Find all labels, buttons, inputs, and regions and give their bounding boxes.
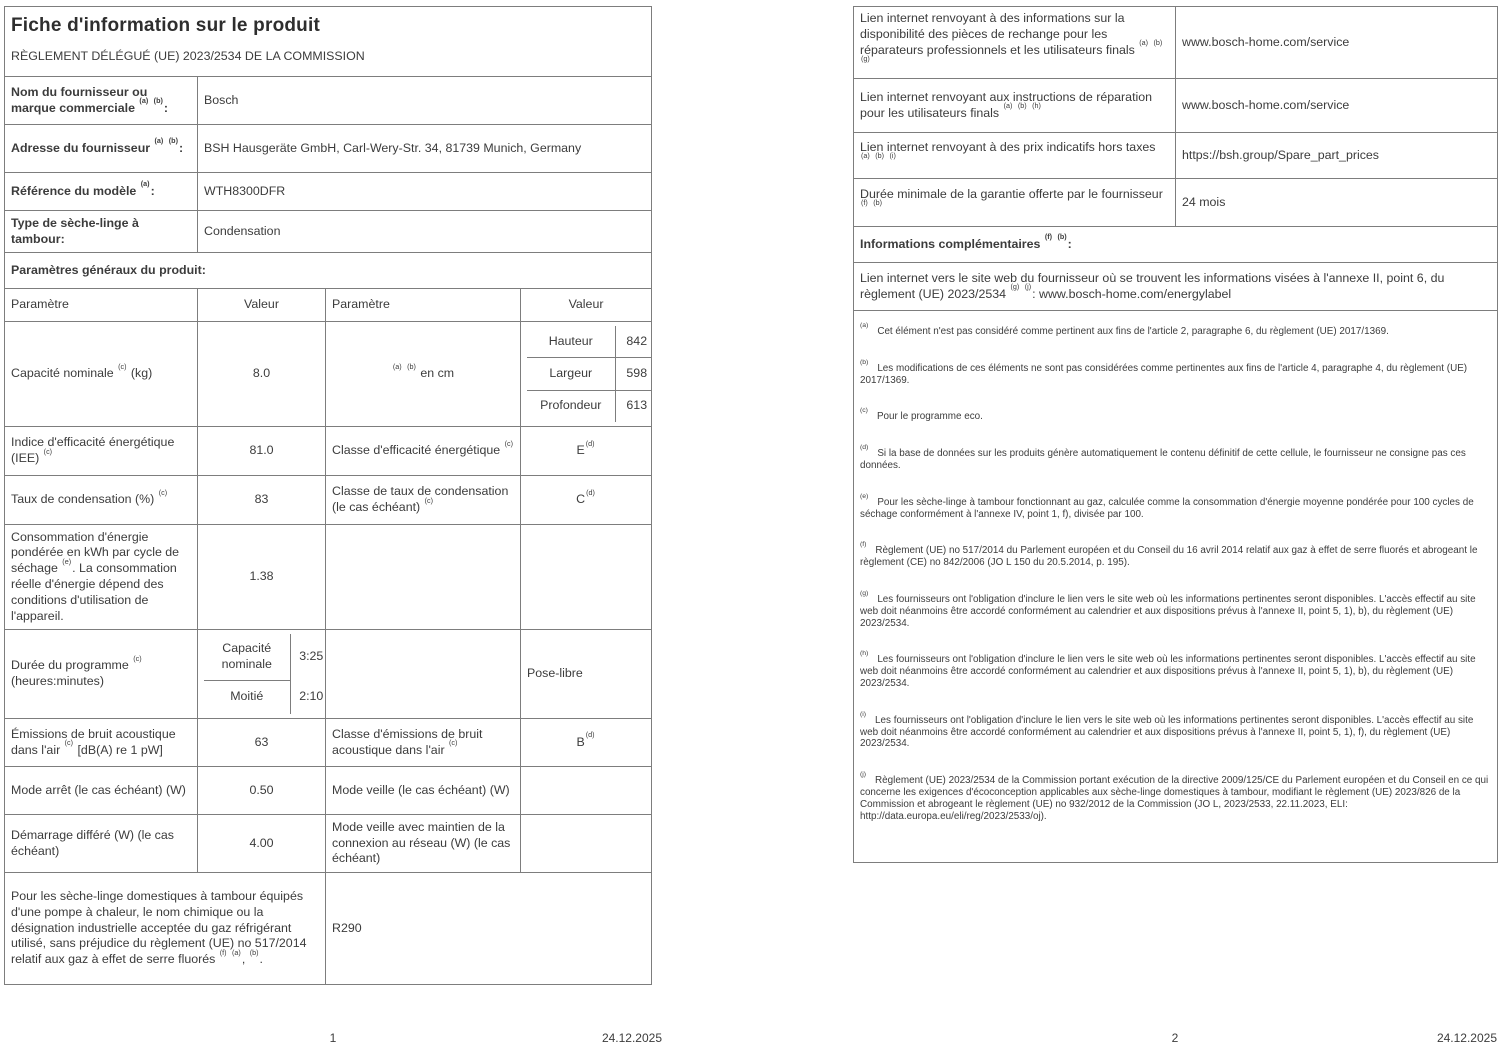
page-title: Fiche d'information sur le produit [11,15,320,37]
page1-date: 24.12.2025 [601,1031,662,1045]
dimension-row [527,390,652,422]
supplier-name-label: Nom du fournisseur ou marque commerciale $^{(a)}$ $^{(b)}$: [5,77,198,125]
page2-page-number: 2 [1171,1031,1179,1045]
dimensions-cell [521,322,652,427]
model-reference-value: WTH8300DFR [198,173,652,211]
product-fiche-table [4,6,652,985]
noise-class-value: $B^{(d)}$ [521,719,652,767]
footnote-text: Les modifications de ces éléments ne sont pas considérées comme pertinentes aux fins de l'article 4, paragraphe 4, du règlement (UE) 2017/1369. [860,362,1468,386]
spare-parts-link-label: Lien internet renvoyant à des informations sur la disponibilité des pièces de rechange pour les réparateurs professionnels et les utilisateurs finals $^{(a)}$ $^{(b)}$ $^{(g)}$ [854,7,1176,79]
footnote-i [860,710,1491,750]
footnote-b [860,358,1491,387]
empty-cell [521,525,652,630]
supplier-address-value: BSH Hausgeräte GmbH, Carl-Wery-Str. 34, 81739 Munich, Germany [198,125,652,173]
duration-name: Capacité nominale [204,634,290,680]
dryer-type-row [5,211,652,253]
footnote-marker: (g) [860,589,869,597]
warranty-row [854,179,1498,227]
duration-row [204,634,326,680]
footnote-text: Règlement (UE) no 517/2014 du Parlement européen et du Conseil du 16 avril 2014 relatif aux gaz à effet de serre fluorés et abrogeant le règlement (CE) no 842/2006 (JO L 150 du 20.5.2014, p. 195). [860,545,1478,569]
indicative-prices-link-label: Lien internet renvoyant à des prix indicatifs hors taxes $^{(a)}$ $^{(b)}$ $^{(i)}$ [854,133,1176,179]
iee-row [5,427,652,476]
repair-instructions-link-label: Lien internet renvoyant aux instructions de réparation pour les utilisateurs finals $^{(a)}$ $^{(b)}$ $^{(h)}$ [854,79,1176,133]
program-duration-cell [198,630,326,719]
empty-cell [326,525,521,630]
links-and-footnotes-table [853,6,1498,863]
footnote-marker: (f) [860,541,867,549]
page2-date: 24.12.2025 [1436,1031,1497,1045]
footnote-j [860,771,1491,822]
footnote-marker: (h) [860,650,869,658]
footnote-e [860,492,1491,521]
condensation-class-label: Classe de taux de condensation (le cas échéant) $^{(c)}$ [326,476,521,525]
energy-consumption-row [5,525,652,630]
param-header-2: Paramètre [326,289,521,322]
section-heading-row [5,253,652,289]
duration-row [204,680,326,714]
footnote-text: Pour les sèche-linge à tambour fonctionnant au gaz, calculée comme la consommation d'énergie moyenne pondérée pour 100 cycles de séchage conformément à l'annexe IV, point 1, f), divisée par 100. [860,496,1474,520]
footnote-d [860,444,1491,472]
regulation-reference: RÈGLEMENT DÉLÉGUÉ (UE) 2023/2534 DE LA COMMISSION [11,49,365,63]
refrigerant-value: R290 [326,873,652,985]
dimension-row [527,358,652,391]
noise-value: 63 [198,719,326,767]
networked-standby-value [521,815,652,873]
iee-label: Indice d'efficacité énergétique (IEE) $^{(c)}$ [5,427,198,476]
program-duration-label: Durée du programme $^{(c)}$ (heures:minutes) [5,630,198,719]
page2-footer [853,1031,1497,1047]
dimensions-label: $^{(a)}$ $^{(b)}$ en cm [326,322,521,427]
additional-info-heading: Informations complémentaires $^{(f)}$ $^{(b)}$: [854,227,1498,263]
duration-value: 3:25 [299,649,324,664]
warranty-value: 24 mois [1176,179,1498,227]
refrigerant-label: Pour les sèche-linge domestiques à tambour équipés d'une pompe à chaleur, le nom chimique ou la désignation industrielle acceptée du gaz réfrigérant utilisé, sans préjudice du règlement (UE) no 517/2014 relatif aux gaz à effet de serre fluorés $^{(f)}$ $^{(a)}$, $^{(b)}$. [5,873,326,985]
footnote-text: Cet élément n'est pas considéré comme pertinent aux fins de l'article 2, paragraphe 6, du règlement (UE) 2017/1369. [877,326,1389,338]
footnote-g [860,589,1491,629]
additional-info-heading-row [854,227,1498,263]
supplier-address-label: Adresse du fournisseur $^{(a)}$ $^{(b)}$: [5,125,198,173]
off-mode-row [5,767,652,815]
refrigerant-row [5,873,652,985]
footnote-text: Les fournisseurs ont l'obligation d'inclure le lien vers le site web où les informations pertinentes seront disponibles. L'accès effectif au site web doit néanmoins être accordé conformément au calendrier et aux dispositions prévus à l'annexe II, point 5, 1), f), du règlement (UE) 2023/2534. [860,714,1474,750]
value-header-1: Valeur [198,289,326,322]
delayed-start-row [5,815,652,873]
supplier-name-row [5,77,652,125]
footnote-text: Les fournisseurs ont l'obligation d'inclure le lien vers le site web où les informations pertinentes seront disponibles. L'accès effectif au site web doit néanmoins être accordé conformément au calendrier et aux dispositions prévus à l'annexe II, point 5, 1), b), du règlement (UE) 2023/2534. [860,593,1476,629]
indicative-prices-link-row [854,133,1498,179]
noise-label: Émissions de bruit acoustique dans l'air $^{(c)}$ [dB(A) re 1 pW] [5,719,198,767]
footnote-marker: (c) [860,407,868,415]
dimension-row [527,326,652,358]
footnote-text: Pour le programme eco. [876,411,983,423]
indicative-prices-link-value: https://bsh.group/Spare_part_prices [1176,133,1498,179]
footnotes-row [854,311,1498,863]
condensation-row [5,476,652,525]
footnote-c [860,407,1491,423]
energy-class-label: Classe d'efficacité énergétique $^{(c)}$ [326,427,521,476]
standby-mode-label: Mode veille (le cas échéant) (W) [326,767,521,815]
dryer-type-label: Type de sèche-linge à tambour: [5,211,198,253]
dimension-name: Largeur [527,358,615,391]
spare-parts-link-row [854,7,1498,79]
repair-instructions-link-row [854,79,1498,133]
footnote-marker: (d) [860,444,869,452]
delayed-start-value: 4.00 [198,815,326,873]
footnotes-cell [854,311,1498,863]
noise-class-label: Classe d'émissions de bruit acoustique dans l'air $^{(c)}$ [326,719,521,767]
repair-instructions-link-value: www.bosch-home.com/service [1176,79,1498,133]
off-mode-label: Mode arrêt (le cas échéant) (W) [5,767,198,815]
param-header-1: Paramètre [5,289,198,322]
supplier-name-value: Bosch [198,77,652,125]
dimensions-subtable [527,326,652,422]
title-row [5,7,652,77]
empty-cell [326,630,521,719]
condensation-rate-value: 83 [198,476,326,525]
duration-value: 2:10 [299,689,324,704]
dimension-value: 598 [615,358,652,391]
footnote-marker: (j) [860,771,867,779]
energy-consumption-value: 1.38 [198,525,326,630]
networked-standby-label: Mode veille avec maintien de la connexion au réseau (W) (le cas échéant) [326,815,521,873]
dimension-value: 613 [615,390,652,422]
capacity-label: Capacité nominale $^{(c)}$ (kg) [5,322,198,427]
page1-footer [4,1031,662,1047]
warranty-label: Durée minimale de la garantie offerte par le fournisseur $^{(f)}$ $^{(b)}$ [854,179,1176,227]
energy-consumption-label: Consommation d'énergie pondérée en kWh par cycle de séchage $^{(e)}$. La consommation réelle d'énergie dépend des conditions d'utilisation de l'appareil. [5,525,198,630]
installation-type-value: Pose-libre [521,630,652,719]
dryer-type-value: Condensation [198,211,652,253]
supplier-website-row [854,263,1498,311]
footnote-marker: (b) [860,358,869,366]
model-reference-row [5,173,652,211]
footnote-h [860,650,1491,689]
iee-value: 81.0 [198,427,326,476]
condensation-class-value: $C^{(d)}$ [521,476,652,525]
dimension-name: Profondeur [527,390,615,422]
footnote-marker: (i) [860,710,867,718]
program-duration-subtable [204,634,326,714]
program-duration-row [5,630,652,719]
spare-parts-link-value: www.bosch-home.com/service [1176,7,1498,79]
footnote-text: Les fournisseurs ont l'obligation d'inclure le lien vers le site web où les informations pertinentes seront disponibles. L'accès effectif au site web doit néanmoins être accordé conformément au calendrier et aux dispositions prévus à l'annexe II, point 5, 1), b), du règlement (UE) 2023/2534. [860,654,1476,689]
duration-name: Moitié [204,680,290,714]
footnote-f [860,541,1491,569]
dimension-name: Hauteur [548,333,593,348]
off-mode-value: 0.50 [198,767,326,815]
standby-mode-value [521,767,652,815]
dimension-value: 842 [615,326,652,358]
footnote-a [860,322,1491,338]
delayed-start-label: Démarrage différé (W) (le cas échéant) [5,815,198,873]
value-header-2: Valeur [521,289,652,322]
footnote-text: Règlement (UE) 2023/2534 de la Commission portant exécution de la directive 2009/125/CE du Parlement européen et du Conseil en ce qui concerne les exigences d'écoconception applicables aux sèche-linge domestiques à tambour, modifiant le règlement (UE) 2023/826 de la Commission et abrogeant le règlement (UE) no 932/2012 de la Commission (JO L, 2023/2533, 22.11.2023, ELI: http://data.europa.eu/eli/reg/2023/2533/oj). [860,775,1489,822]
param-header-row [5,289,652,322]
footnote-marker: (a) [860,322,869,329]
model-reference-label: Référence du modèle $^{(a)}$: [5,173,198,211]
capacity-dimensions-row [5,322,652,427]
capacity-value: 8.0 [198,322,326,427]
title-cell [5,7,652,77]
supplier-website-note: Lien internet vers le site web du fournisseur où se trouvent les informations visées à l'annexe II, point 6, du règlement (UE) 2023/2534 $^{(g)}$ $^{(j)}$: www.bosch-home.com/energylabel [854,263,1498,311]
supplier-address-row [5,125,652,173]
page1-page-number: 1 [329,1031,337,1045]
section-heading: Paramètres généraux du produit: [5,253,652,289]
energy-class-value: $E^{(d)}$ [521,427,652,476]
condensation-rate-label: Taux de condensation (%) $^{(c)}$ [5,476,198,525]
footnote-marker: (e) [860,492,869,500]
footnote-text: Si la base de données sur les produits génère automatiquement le contenu définitif de cette cellule, le fournisseur ne consigne pas ces données. [860,448,1466,471]
noise-row [5,719,652,767]
